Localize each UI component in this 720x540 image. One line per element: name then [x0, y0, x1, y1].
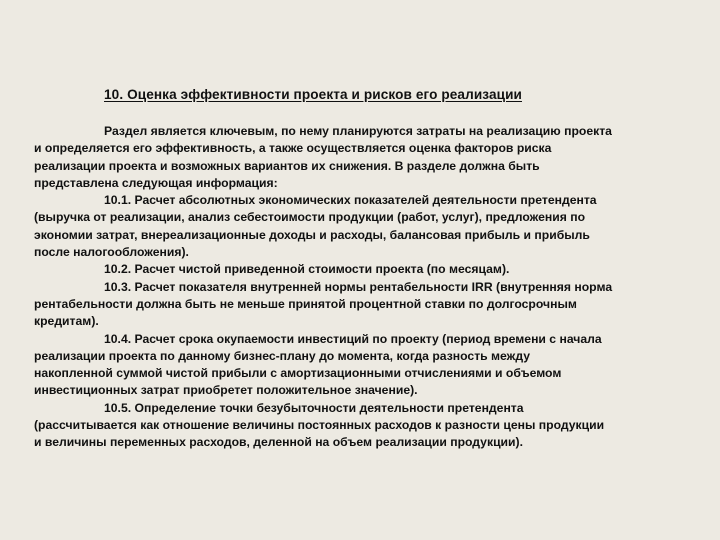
- paragraph-line: 10.4. Расчет срока окупаемости инвестиций по проекту (период времени с начала: [104, 331, 602, 346]
- paragraph-line: 10.2. Расчет чистой приведенной стоимости проекта (по месяцам).: [104, 262, 510, 277]
- section-body: [34, 123, 684, 452]
- paragraph-line: 10.3. Расчет показателя внутренней нормы рентабельности IRR (внутренняя норма: [104, 279, 613, 294]
- paragraph-line: представлена следующая информация:: [34, 175, 278, 190]
- paragraph-line: накопленной суммой чистой прибыли с амортизационными отчислениями и объемом: [34, 366, 562, 381]
- paragraph-line: кредитам).: [34, 314, 99, 329]
- paragraph-line: рентабельности должна быть не меньше принятой процентной ставки по долгосрочным: [34, 296, 577, 311]
- paragraph-line: экономии затрат, внереализационные доходы и расходы, балансовая прибыль и прибыль: [34, 227, 590, 242]
- paragraph-line: и определяется его эффективность, а также осуществляется оценка факторов риска: [34, 141, 552, 156]
- paragraph-line: реализации проекта и возможных вариантов их снижения. В разделе должна быть: [34, 158, 540, 173]
- paragraph-line: (рассчитывается как отношение величины постоянных расходов к разности цены продукции: [34, 418, 605, 433]
- paragraph-line: после налогообложения).: [34, 245, 189, 260]
- paragraph-line: (выручка от реализации, анализ себестоимости продукции (работ, услуг), предложения по: [34, 210, 586, 225]
- paragraph-line: инвестиционных затрат приобретет положительное значение).: [34, 383, 418, 398]
- paragraph-line: Раздел является ключевым, по нему планируются затраты на реализацию проекта: [104, 124, 612, 138]
- section-heading: 10. Оценка эффективности проекта и рисков его реализации: [104, 87, 522, 102]
- paragraph-line: 10.1. Расчет абсолютных экономических показателей деятельности претендента: [104, 193, 597, 208]
- paragraph-line: и величины переменных расходов, деленной на объем реализации продукции).: [34, 435, 523, 450]
- paragraph-line: реализации проекта по данному бизнес-плану до момента, когда разность между: [34, 348, 530, 363]
- paragraph-line: 10.5. Определение точки безубыточности деятельности претендента: [104, 400, 524, 415]
